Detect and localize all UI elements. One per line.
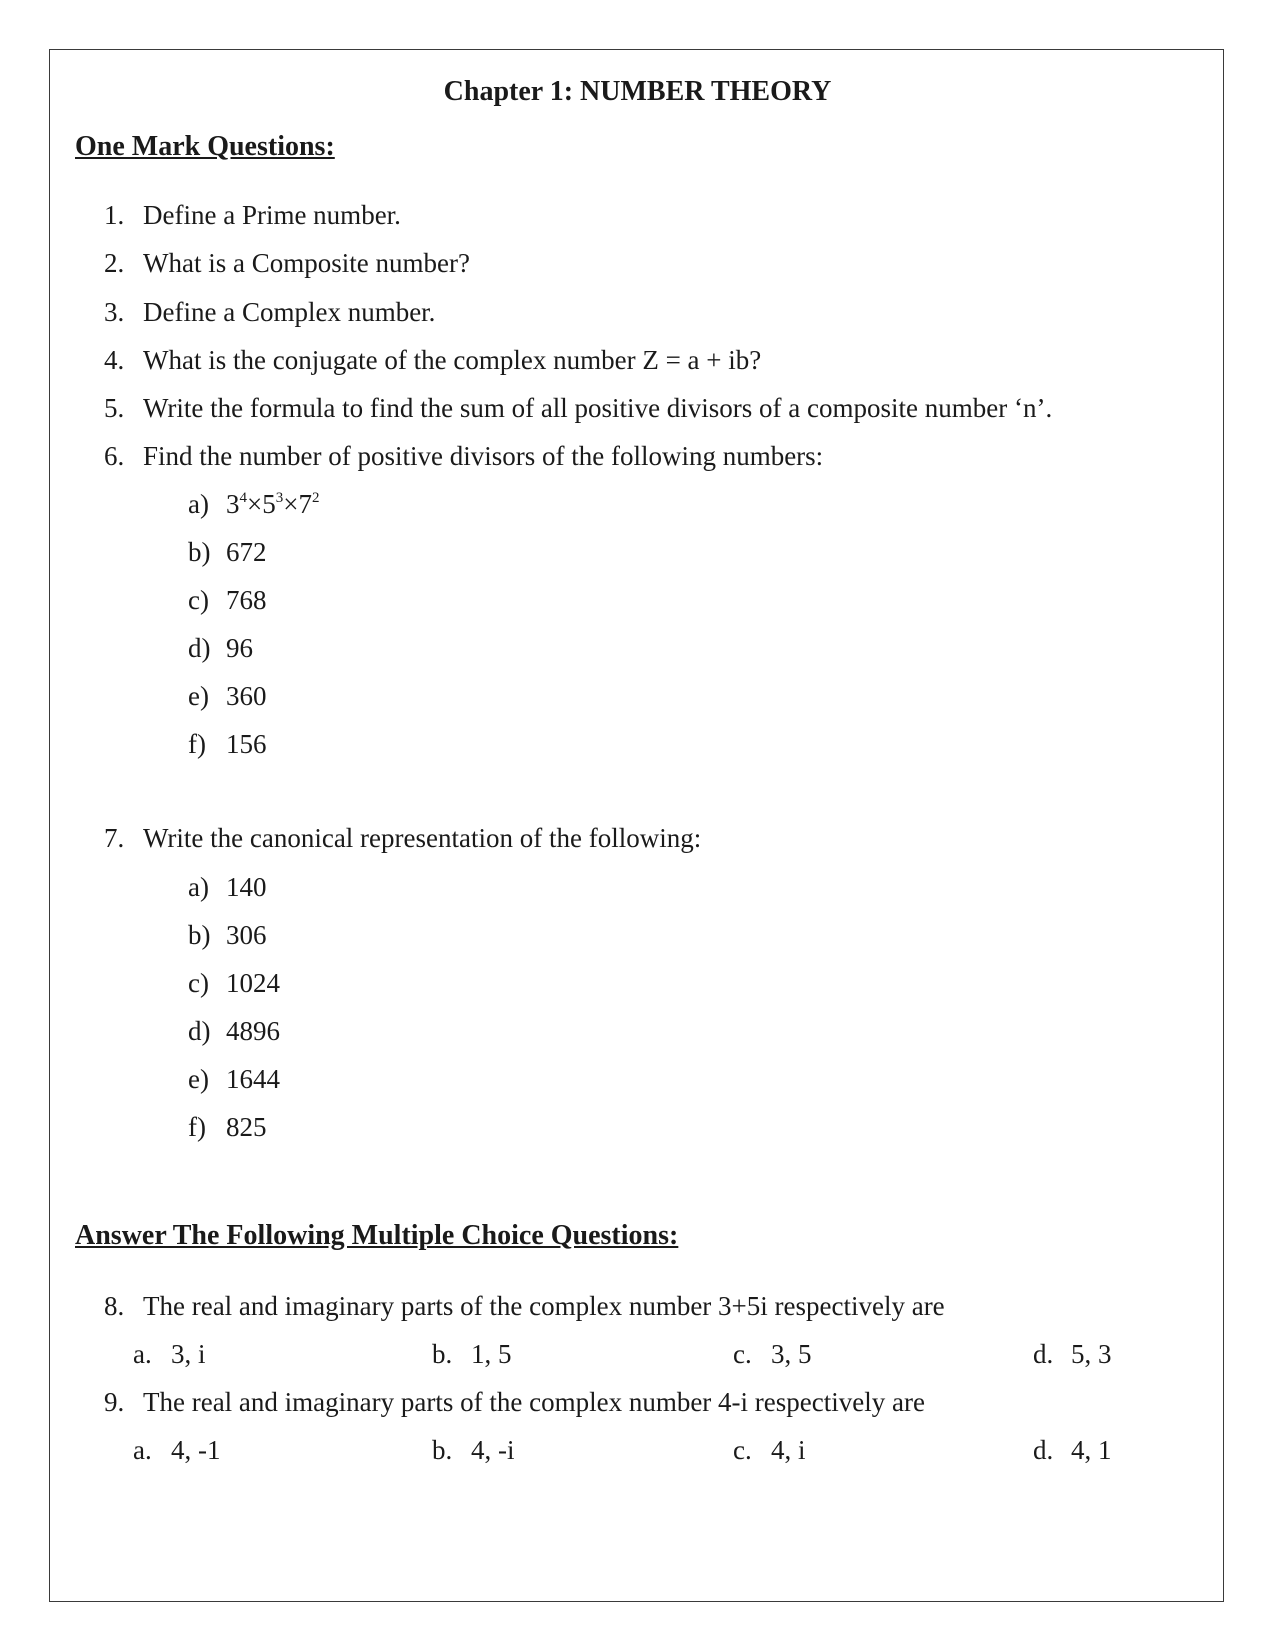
option-text: 4, i bbox=[771, 1435, 806, 1465]
subitem-label: a) bbox=[188, 872, 209, 902]
subitem-label: d) bbox=[188, 633, 211, 663]
subitem-label: c) bbox=[188, 585, 209, 615]
question-number: 2. bbox=[104, 248, 125, 278]
question-number: 1. bbox=[104, 200, 125, 230]
question-text: What is the conjugate of the complex number Z = a + ib? bbox=[143, 345, 762, 375]
subitem-label: c) bbox=[188, 968, 209, 998]
question-number: 3. bbox=[104, 297, 125, 327]
option-text: 4, 1 bbox=[1071, 1435, 1112, 1465]
option-label: a. bbox=[133, 1339, 152, 1369]
option-label: c. bbox=[733, 1435, 752, 1465]
question-text: The real and imaginary parts of the complex number 4-i respectively are bbox=[143, 1387, 925, 1417]
subitem-label: d) bbox=[188, 1016, 211, 1046]
section-heading-one-mark: One Mark Questions: bbox=[75, 131, 335, 162]
option-text: 4, -1 bbox=[171, 1435, 221, 1465]
question-text: Define a Prime number. bbox=[143, 200, 401, 230]
option-text: 3, 5 bbox=[771, 1339, 812, 1369]
subitem-text: 825 bbox=[226, 1112, 267, 1142]
question-text: Find the number of positive divisors of the following numbers: bbox=[143, 441, 824, 471]
question-text: Write the formula to find the sum of all positive divisors of a composite number ‘n’. bbox=[143, 393, 1053, 423]
subitem-text: 140 bbox=[226, 872, 267, 902]
option-text: 3, i bbox=[171, 1339, 206, 1369]
option-label: d. bbox=[1033, 1339, 1054, 1369]
subitem-label: a) bbox=[188, 489, 209, 519]
option-text: 4, -i bbox=[471, 1435, 515, 1465]
question-text: Write the canonical representation of the following: bbox=[143, 823, 702, 853]
question-number: 8. bbox=[104, 1291, 125, 1321]
question-text: What is a Composite number? bbox=[143, 248, 470, 278]
section-heading-mcq: Answer The Following Multiple Choice Questions: bbox=[75, 1220, 679, 1251]
subitem-label: e) bbox=[188, 681, 209, 711]
prime-factorization-expression: $3^4\times 5^3\times 7^2$ bbox=[226, 489, 320, 519]
option-label: d. bbox=[1033, 1435, 1054, 1465]
option-label: b. bbox=[432, 1435, 453, 1465]
question-text: Define a Complex number. bbox=[143, 297, 436, 327]
subitem-text: 360 bbox=[226, 681, 267, 711]
question-number: 9. bbox=[104, 1387, 125, 1417]
chapter-title: Chapter 1: NUMBER THEORY bbox=[443, 76, 832, 107]
subitem-text: 1024 bbox=[226, 968, 280, 998]
question-number: 7. bbox=[104, 823, 125, 853]
subitem-label: e) bbox=[188, 1064, 209, 1094]
subitem-label: f) bbox=[188, 729, 206, 759]
subitem-text: 1644 bbox=[226, 1064, 280, 1094]
option-text: 1, 5 bbox=[471, 1339, 512, 1369]
subitem-text: 768 bbox=[226, 585, 267, 615]
question-number: 6. bbox=[104, 441, 125, 471]
option-label: a. bbox=[133, 1435, 152, 1465]
subitem-text: 672 bbox=[226, 537, 267, 567]
subitem-text: 306 bbox=[226, 920, 267, 950]
subitem-text: 96 bbox=[226, 633, 253, 663]
option-label: c. bbox=[733, 1339, 752, 1369]
subitem-text: 156 bbox=[226, 729, 267, 759]
question-number: 4. bbox=[104, 345, 125, 375]
subitem-label: b) bbox=[188, 537, 211, 567]
subitem-label: f) bbox=[188, 1112, 206, 1142]
subitem-text: 4896 bbox=[226, 1016, 280, 1046]
option-label: b. bbox=[432, 1339, 453, 1369]
subitem-label: b) bbox=[188, 920, 211, 950]
question-text: The real and imaginary parts of the complex number 3+5i respectively are bbox=[143, 1291, 945, 1321]
option-text: 5, 3 bbox=[1071, 1339, 1112, 1369]
question-number: 5. bbox=[104, 393, 125, 423]
